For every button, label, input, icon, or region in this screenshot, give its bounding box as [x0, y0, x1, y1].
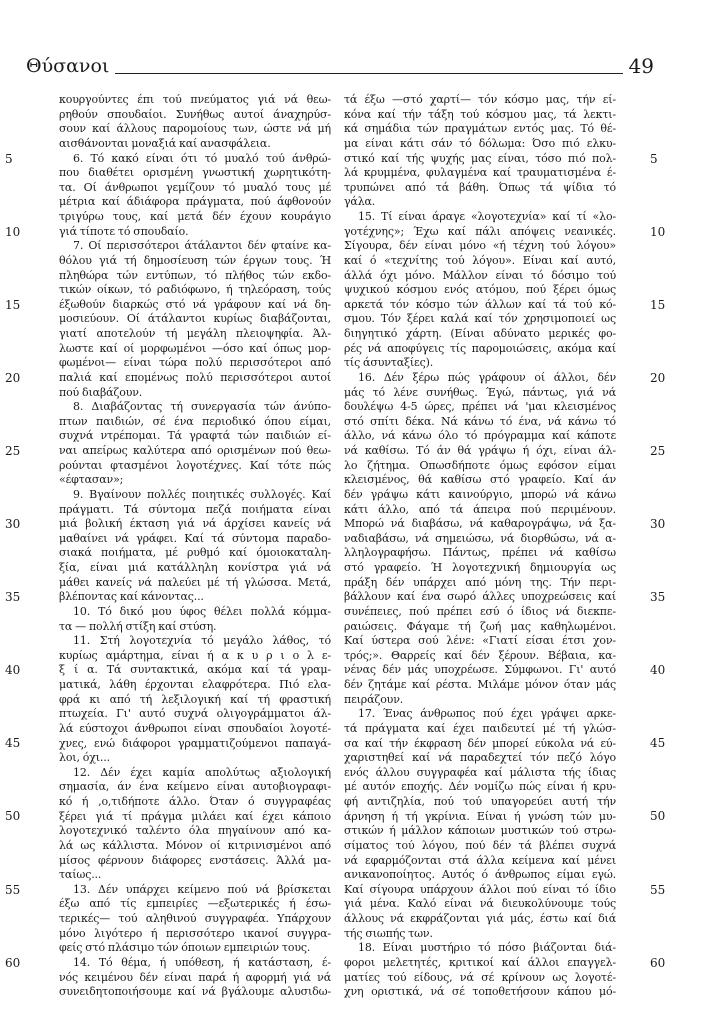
text-line: τής σιωπής των. [344, 926, 433, 940]
text-line: φρά κι από τή λεξιλογική καί τή φραστική [59, 692, 331, 706]
text-line: ναι απείρως καλύτερα από ορισμένων πού θεω- [59, 444, 331, 457]
line-number-right: 55 [650, 882, 666, 897]
text-line: στικών ή μάλλον κάποιων μυστικών τού στρω- [344, 824, 616, 838]
running-head [26, 52, 654, 80]
text-line: «έφτασαν»; [59, 473, 124, 487]
text-line: σμου. Τόν ξέρει καλά καί τόν χρησιμοποιεί ως [344, 312, 616, 326]
text-line: μαθαίνει νά γράφει. Καί τά σύντομα παραδο- [59, 531, 331, 545]
text-line: μάθει κανείς νά παλεύει μέ τή γλώσσα. Μετά, [59, 575, 331, 589]
line-number-left: 35 [5, 590, 21, 605]
text-line: λά κρυμμένα, φυλαγμένα καί τραυματισμένα έ- [344, 166, 616, 180]
text-line: αρκετά τόν κόσμο τών άλλων καί τά τού κό- [344, 297, 616, 311]
line-number-right: 5 [650, 151, 658, 166]
text-line: λωστε καί οί μορφωμένοι —όσο καί όπως μορ- [59, 341, 331, 355]
text-line: συχνά ντρέπομαι. Τά γραφτά τών παιδιών εί- [59, 429, 331, 443]
text-line: τικών οίκων, τό ραδιόφωνο, ή τηλεόραση, τούς [59, 283, 331, 297]
text-line: ενός άλλου συγγραφέα καί μάλιστα τής ίδιας [344, 765, 616, 779]
text-line: φωμένοι— είναι τώρα πολύ περισσότεροι από [59, 356, 331, 370]
text-line: μάς τό λένε συνήθως. Έγώ, πάντως, γιά νά [344, 385, 616, 399]
text-line: διηγητικό χάρτη. (Είναι αδύνατο μερικές φο- [344, 327, 616, 340]
text-line: 6. Τό κακό είναι ότι τό μυαλό τού άνθρώ- [73, 151, 331, 165]
text-line: άρνηση ή τή γκρίνια. Είναι ή γνώση τών μυ- [344, 809, 616, 823]
text-line: κάτι άλλο, από τά άπειρα πού περιμένουν. [344, 502, 616, 516]
text-line: ρηθούν σπουδαίοι. Συνήθως αυτοί άναχηρύσ- [59, 107, 331, 121]
text-line: ξ ί α. Τά συντακτικά, ακόμα καί τά γραμ- [59, 663, 331, 677]
text-line: νά καθίσω. Τό άν θά γράψω ή όχι, είναι άλ- [344, 444, 616, 457]
text-line: δέν ζητάμε καί ρέστα. Μιλάμε μόνον όταν μάς [344, 678, 616, 691]
text-line: συνέπειες, πού πρέπει εσύ ό ίδιος νά διεκπε- [344, 604, 616, 618]
text-line: ξέρει γιά τί πράγμα μιλάει καί έχει κάποιο [59, 809, 331, 823]
line-number-right: 25 [650, 443, 666, 458]
text-line: Μπορώ νά διαβάσω, νά καθαρογράψω, νά ξα- [344, 517, 616, 531]
line-number-left: 40 [5, 663, 21, 678]
text-line: ματικά, λάθη έρχονται ελαφρότερα. Πιό ελα- [59, 678, 331, 691]
text-line: τρός;». Θαρρείς καί δέν ξέρουν. Βέβαια, κα- [344, 648, 616, 662]
text-line: πληθώρα τών εντύπων, τό πλήθος τών εκδο- [59, 268, 331, 282]
text-line: Καί ύστερα σού λένε: «Γιατί είσαι έτσι χον- [344, 634, 616, 648]
line-number-right: 40 [650, 663, 666, 678]
text-line: 18. Είναι μυστήριο τό πόσο βιάζονται διά- [358, 941, 616, 955]
text-line: σουν καί άλλους παρομοίους των, ώστε νά μή [59, 122, 331, 136]
text-line: σα καί τήν έκφραση δέν μπορεί εύκολα νά εύ- [344, 736, 616, 750]
text-line: κουργούντες έπι τού πνεύματος γιά νά θεω- [59, 93, 331, 106]
text-line: βάλλουν καί ένα σωρό άλλες υποχρεώσεις καί [344, 590, 616, 604]
section-title: Θύσανοι [26, 57, 115, 76]
text-line: κυρίως αμάρτημα, είναι ή α κ υ ρ ι ο λ ε- [59, 648, 331, 662]
text-line: νένας δέν μάς υποχρέωσε. Σύμφωνοι. Γι' αυτό [344, 663, 616, 677]
line-number-right: 30 [650, 517, 666, 531]
text-line: γιατί αποτελούν τή μεγάλη πλειοψηφία. Άλ- [59, 327, 331, 340]
text-line: ναδιαβάσω, νά σημειώσω, νά διορθώσω, νά α- [344, 531, 616, 545]
text-line: στό σπίτι δέκα. Νά κάνω τό ένα, νά κάνω τό [344, 414, 616, 428]
text-line: στό γραφείο. Ή λογοτεχνική δημιουργία ως [344, 561, 616, 574]
line-number-left: 20 [5, 370, 21, 385]
text-line: έξωθούν διαρκώς στό νά γράφουν καί νά δη- [59, 297, 331, 311]
line-number-left: 10 [5, 224, 21, 239]
text-line: 15. Τί είναι άραγε «λογοτεχνία» καί τί «λο- [358, 210, 616, 223]
left-column [59, 93, 331, 1000]
text-line: γοτέχνης»; Έχω καί πάλι απόψεις νεανικές. [344, 224, 616, 238]
line-number-left: 30 [5, 517, 21, 531]
text-line: πού διαβάζουν. [59, 385, 143, 399]
text-line: κλεισμένος, θά καθίσω στό γραφείο. Καί άν [344, 473, 616, 487]
text-line: τα. Οί άνθρωποι γεμίζουν τό μυαλό τους μέ [59, 180, 331, 194]
text-line: κά σημάδια τών πραγμάτων εντός μας. Τό θέ- [344, 122, 616, 136]
text-line: δέν γράψω κάτι καινούργιο, μπορώ νά κάνω [344, 487, 616, 501]
line-number-left: 60 [5, 955, 21, 970]
line-number-right: 15 [650, 297, 666, 312]
text-line: γιά τίποτε τό σπουδαίο. [59, 224, 189, 238]
text-line: λογοτεχνικό ταλέντο όλα πηγαίνουν από κα- [59, 824, 331, 838]
text-line: σημασία, άν ένα κείμενο είναι αυτοβιογραφι- [59, 780, 331, 794]
text-line: νός κειμένου δέν είναι παρά ή αφορμή γιά νά [59, 970, 331, 984]
text-line: κόνα καί τήν τάξη τού κόσμου μας, τά λεκτι- [344, 107, 616, 121]
text-line: νά εφαρμόζονται στά άλλα κείμενα καί μένει [344, 853, 616, 867]
text-line: φοροι μελετητές, κριτικοί καί άλλοι επαγγελ- [344, 955, 616, 969]
line-number-right: 60 [650, 955, 666, 970]
text-line: φή αντιζηλία, πού τού υπαγορεύει αυτή τήν [344, 795, 616, 808]
text-line: 9. Βγαίνουν πολλές ποιητικές συλλογές. Καί [73, 487, 331, 501]
line-number-left: 25 [5, 443, 21, 458]
text-line: στικό καί τής ψυχής μας είναι, τόσο πιό πολ- [344, 151, 616, 165]
text-line: μόνο λιγότερο ή περισσότερο ικανοί συγγρα- [59, 926, 331, 940]
text-line: λοι, όχι... [59, 751, 110, 765]
text-line: πειράζουν. [344, 692, 404, 706]
text-line: πράγματι. Τά σύντομα πεζά ποιήματα είναι [59, 502, 331, 516]
text-line: παλιά καί επομένως πολύ περισσότεροι αυτοί [59, 370, 331, 384]
text-line: βλέποντας καί κάνοντας... [59, 590, 204, 604]
text-line: τά έξω —στό χαρτί— τόν κόσμο μας, τήν εί- [344, 93, 616, 106]
text-line: τριγύρω τους, καί μετά δέν έχουν κουράγιο [59, 210, 331, 223]
text-line: πτωχεία. Γι' αυτό συχνά ολιγογράμματοι άλ- [59, 707, 331, 721]
text-line: συνειδητοποιήσουμε καί νά βγάλουμε αλυσιδω- [59, 985, 331, 999]
line-number-right: 50 [650, 809, 666, 824]
text-line: λληλογραφήσω. Πάντως, πρέπει νά καθίσω [344, 546, 616, 560]
text-line: 8. Διαβάζοντας τή συνεργασία τών άνύπο- [73, 400, 331, 414]
text-line: χνες, ενώ διάφοροι γραμματιζούμενοι παπαγά- [59, 736, 331, 750]
line-number-left: 15 [5, 297, 21, 312]
text-line: κό ή ,ο,τιδήποτε άλλο. Όταν ό συγγραφέας [59, 795, 331, 808]
text-line: τίς άσυνταξίες). [344, 356, 434, 370]
text-line: 12. Δέν έχει καμία απολύτως αξιολογική [73, 765, 331, 779]
text-line: τρυπώνει από τά βάθη. Όπως τά ψίδια τό [344, 180, 616, 194]
line-number-left: 50 [5, 809, 21, 824]
text-line: πράξη δέν υπάρχει από μόνη της. Τήν περι- [344, 575, 616, 589]
text-line: άλλο, νά κάνω όλο τό πρόγραμμα καί κάποτε [344, 429, 616, 443]
text-line: λά ως κάλλιστα. Μόνον οί κιτρινισμένοι από [59, 838, 331, 852]
text-line: ταίως... [59, 868, 102, 882]
text-line: αισθάνονται μοναξιά καί ανασφάλεια. [59, 136, 271, 150]
text-line: μίσος φέρνουν διάφορες ενστάσεις. Άλλά μα- [59, 853, 331, 867]
header-rule [26, 73, 654, 74]
text-line: χαριστηθεί καί νά παραδεχτεί τόν πεζό λόγο [344, 751, 616, 765]
text-line: 7. Οί περισσότεροι άτάλαντοι δέν φταίνε κα- [73, 239, 331, 253]
text-line: μοσιεύουν. Οί άτάλαντοι κυρίως διαβάζονται, [59, 312, 331, 326]
text-line: άλλους νά εκφράζονται γιά μάς, έστω καί διά [344, 912, 616, 925]
text-line: Σίγουρα, δέν είναι μόνο «ή τέχνη τού λόγου» [344, 239, 616, 253]
text-line: σίματος τού λόγου, πού δέν τά βλέπει συχνά [344, 838, 616, 852]
text-line: άλλά όχι μόνο. Μάλλον είναι τό δόσιμο τού [344, 268, 616, 282]
text-line: Καί σίγουρα υπάρχουν άλλοι πού είναι τό ίδιο [344, 882, 616, 896]
text-line: 11. Στή λογοτεχνία τό μεγάλο λάθος, τό [73, 634, 331, 648]
text-line: που διαθέτει ορισμένη γνωστική χωρητικότη- [59, 166, 331, 180]
text-line: έξω από τίς εμπειρίες —εξωτερικές ή έσω- [59, 897, 331, 911]
text-line: μιά βολική έκταση γιά νά άρχίσει κανείς νά [59, 517, 331, 531]
text-line: 16. Δέν ξέρω πώς γράφουν οί άλλοι, δέν [358, 370, 616, 384]
text-line: ανικανοποίητος. Αυτός ό άνθρωπος είμαι εγώ. [344, 868, 616, 882]
text-line: σιακά ποιήματα, μέ ρυθμό καί όμοιοκαταλη- [59, 546, 331, 560]
line-number-left: 55 [5, 882, 21, 897]
line-number-left: 5 [5, 151, 13, 166]
line-number-right: 20 [650, 370, 666, 385]
text-line: 13. Δέν υπάρχει κείμενο πού νά βρίσκεται [73, 882, 331, 896]
text-line: γάλα. [344, 195, 376, 209]
text-line: ρούνται φτασμένοι λογοτέχνες. Καί τότε πώς [59, 458, 331, 472]
text-line: 14. Τό θέμα, ή υπόθεση, ή κατάσταση, έ- [73, 955, 331, 969]
text-line: φείς στό πλάσιμο τών όποιων εμπειριών τους. [59, 941, 311, 955]
text-line: γιά μένα. Καλό είναι νά διευκολύνουμε τούς [344, 897, 616, 911]
line-number-right: 35 [650, 590, 666, 605]
text-line: καί ό «τεχνίτης τού λόγου». Είναι καί αυτό, [344, 253, 616, 267]
text-line: μα είναι κάτι σάν τό δόλωμα: Όσο πιό ελκυ- [344, 136, 616, 150]
text-line: ματίες τού είδους, νά σέ κρίνουν ως λογοτέ- [344, 970, 616, 984]
right-column [344, 93, 616, 1000]
text-line: ρές νά αποφύγεις τίς παρομοιώσεις, ακόμα καί [344, 341, 616, 355]
text-line: μέτρια καί άδιάφορα πράγματα, πού άφθονούν [59, 195, 331, 209]
line-number-right: 10 [650, 224, 666, 239]
line-number-left: 45 [5, 736, 21, 751]
text-line: τερικές— τού αληθινού συγγραφέα. Υπάρχουν [59, 912, 331, 925]
text-line: δουλέψω 4-5 ώρες, πρέπει νά 'μαι κλεισμένος [344, 400, 616, 414]
text-line: 17. Ένας άνθρωπος πού έχει γράψει αρκε- [358, 707, 616, 721]
text-line: τά πράγματα καί έχει παιδευτεί μέ τή γλώσ- [344, 721, 616, 735]
text-line: 10. Τό δικό μου ύφος θέλει πολλά κόμμα- [73, 604, 331, 618]
text-line: θόλου γιά τή δημοσίευση τών έργων τους. Ή [59, 253, 331, 267]
text-line: χνη οριστικά, νά σέ τοποθετήσουν κάπου μό- [344, 985, 616, 999]
page-number: 49 [623, 56, 654, 76]
text-line: ραιώσεις. Φάγαμε τή ζωή μας καθηλωμένοι. [344, 619, 616, 633]
text-line: λο ζήτημα. Οπωσδήποτε όμως εφόσον είμαι [344, 458, 616, 472]
line-number-right: 45 [650, 736, 666, 751]
text-line: μέ αυτόν εποχής. Δέν νομίζω πώς είναι ή κρυ- [344, 780, 616, 794]
text-line: τα — πολλή στίξη καί στύση. [59, 619, 217, 633]
text-line: πτων παιδιών, σέ ένα περιοδικό όπου είμαι, [59, 414, 331, 428]
text-line: ξία, είναι μιά κατάλληλη κονίστρα γιά νά [59, 561, 331, 574]
text-line: ψυχικού κόσμου ενός ατόμου, πού ξέρει όμως [344, 283, 616, 297]
text-line: λά εύστοχοι άνθρωποι είναι σπουδαίοι λογοτέ- [59, 721, 331, 735]
